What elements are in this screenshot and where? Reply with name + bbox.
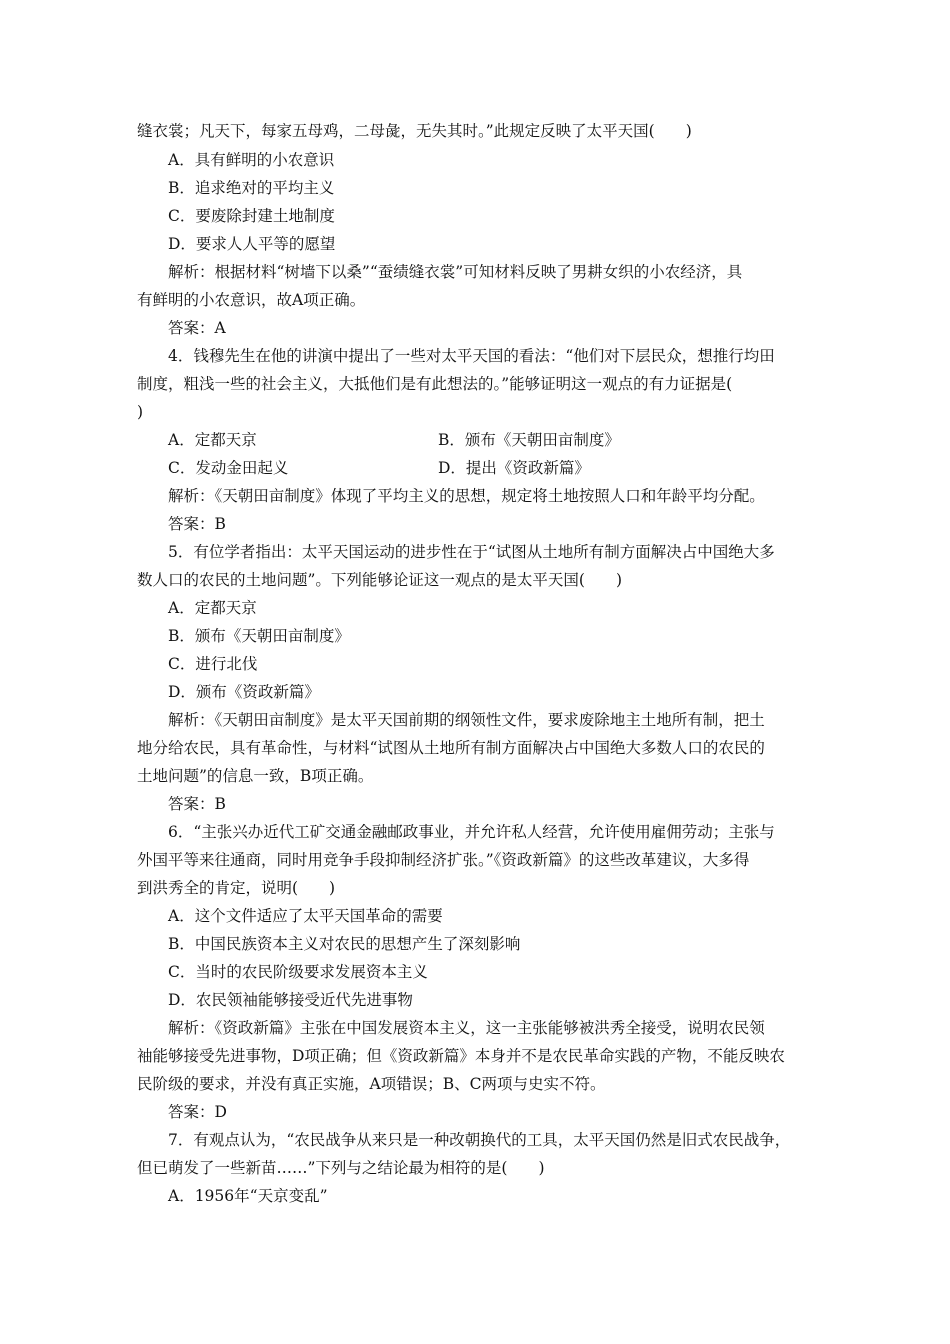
q4-stem-line-1: 4．钱穆先生在他的讲演中提出了一些对太平天国的看法：“他们对下层民众，想推行均田 <box>168 347 775 365</box>
q4-answer: 答案：B <box>168 515 226 533</box>
q6-stem-line-1: 6．“主张兴办近代工矿交通金融邮政事业，并允许私人经营，允许使用雇佣劳动；主张与 <box>168 823 775 841</box>
q5-option-a: A．定都天京 <box>168 599 257 617</box>
q4-stem-line-2: 制度，粗浅一些的社会主义，大抵他们是有此想法的。”能够证明这一观点的有力证据是( <box>137 375 733 393</box>
q3-option-d: D．要求人人平等的愿望 <box>168 235 336 253</box>
q5-option-d: D．颁布《资政新篇》 <box>168 683 320 701</box>
q3-stem-tail: 缝衣裳；凡天下，每家五母鸡，二母彘，无失其时。”此规定反映了太平天国( ) <box>137 122 692 140</box>
q6-stem-line-3: 到洪秀全的肯定，说明( ) <box>137 879 336 897</box>
q7-option-a: A．1956年“天京变乱” <box>168 1187 328 1205</box>
q5-option-b: B．颁布《天朝田亩制度》 <box>168 627 350 645</box>
q3-option-a: A．具有鲜明的小农意识 <box>168 151 335 169</box>
q6-option-b: B．中国民族资本主义对农民的思想产生了深刻影响 <box>168 935 521 953</box>
q4-option-a: A．定都天京 <box>168 431 257 449</box>
q4-option-d: D．提出《资政新篇》 <box>438 459 590 477</box>
q5-analysis-line-1: 解析：《天朝田亩制度》是太平天国前期的纲领性文件，要求废除地主土地所有制，把土 <box>168 711 765 729</box>
q7-stem-line-2: 但已萌发了一些新苗……”下列与之结论最为相符的是( ) <box>137 1159 545 1177</box>
q6-stem-line-2: 外国平等来往通商，同时用竞争手段抑制经济扩张。”《资政新篇》的这些改革建议，大多得 <box>137 851 750 869</box>
q3-option-b: B．追求绝对的平均主义 <box>168 179 335 197</box>
q6-answer: 答案：D <box>168 1103 227 1121</box>
q5-analysis-line-3: 土地问题”的信息一致，B项正确。 <box>137 767 374 785</box>
q6-analysis-line-1: 解析：《资政新篇》主张在中国发展资本主义，这一主张能够被洪秀全接受，说明农民领 <box>168 1019 765 1037</box>
q5-stem-line-1: 5．有位学者指出：太平天国运动的进步性在于“试图从土地所有制方面解决占中国绝大多 <box>168 543 775 561</box>
q5-stem-line-2: 数人口的农民的土地问题”。下列能够论证这一观点的是太平天国( ) <box>137 571 623 589</box>
q4-option-b: B．颁布《天朝田亩制度》 <box>438 431 620 449</box>
q5-answer: 答案：B <box>168 795 226 813</box>
q5-analysis-line-2: 地分给农民，具有革命性，与材料“试图从土地所有制方面解决占中国绝大多数人口的农民的 <box>137 739 765 757</box>
q3-option-c: C．要废除封建土地制度 <box>168 207 335 225</box>
q4-option-c: C．发动金田起义 <box>168 459 289 477</box>
q6-analysis-line-2: 袖能够接受先进事物，D项正确；但《资政新篇》本身并不是农民革命实践的产物，不能反映农 <box>137 1047 785 1065</box>
q6-option-c: C．当时的农民阶级要求发展资本主义 <box>168 963 428 981</box>
q6-analysis-line-3: 民阶级的要求，并没有真正实施，A项错误；B、C两项与史实不符。 <box>137 1075 606 1093</box>
q5-option-c: C．进行北伐 <box>168 655 258 673</box>
q3-analysis-line-2: 有鲜明的小农意识，故A项正确。 <box>137 291 366 309</box>
q3-answer: 答案：A <box>168 319 226 337</box>
q6-option-d: D．农民领袖能够接受近代先进事物 <box>168 991 413 1009</box>
q3-analysis-line-1: 解析：根据材料“树墙下以桑”“蚕绩缝衣裳”可知材料反映了男耕女织的小农经济，具 <box>168 263 743 281</box>
q6-option-a: A．这个文件适应了太平天国革命的需要 <box>168 907 443 925</box>
q7-stem-line-1: 7．有观点认为，“农民战争从来只是一种改朝换代的工具，太平天国仍然是旧式农民战争， <box>168 1131 791 1149</box>
q4-stem-line-3: ) <box>137 403 144 421</box>
q4-analysis: 解析：《天朝田亩制度》体现了平均主义的思想，规定将土地按照人口和年龄平均分配。 <box>168 487 765 505</box>
